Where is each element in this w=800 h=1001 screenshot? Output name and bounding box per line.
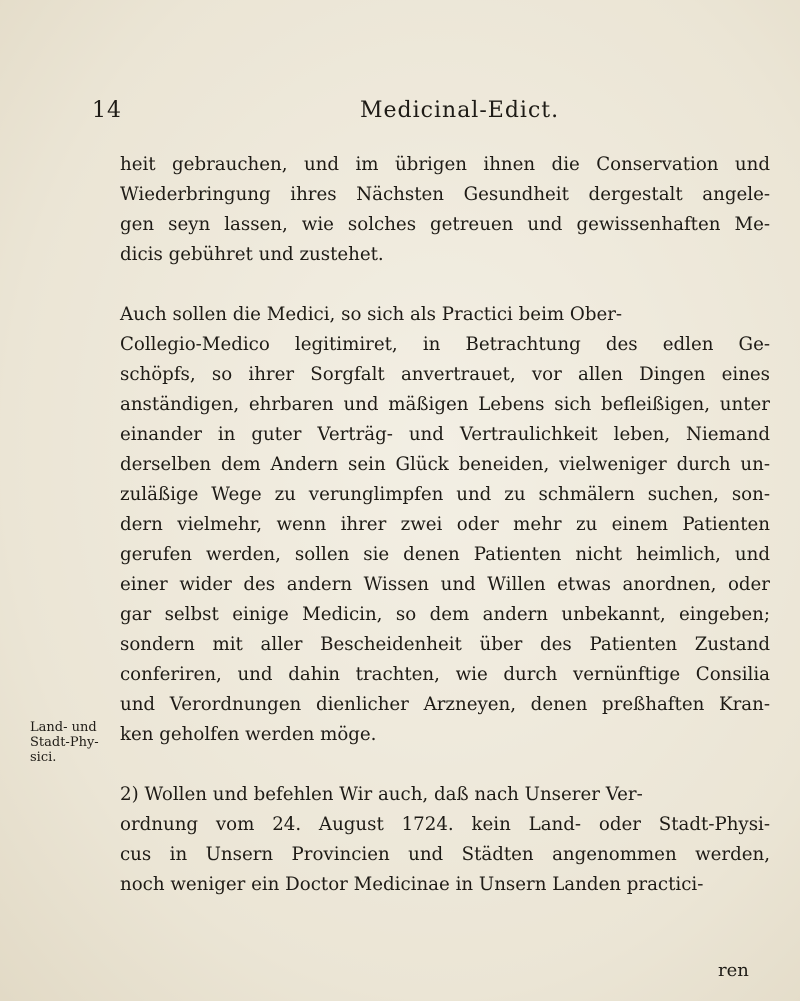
text-line: dicis gebühret und zustehet. [120,244,384,265]
text-line: und Verordnungen dienlicher Arzneyen, denen preßhaften Kran- [120,694,770,715]
body-text [120,150,770,900]
text-line: schöpfs, so ihrer Sorgfalt anvertrauet, vor allen Dingen eines [120,364,770,385]
margin-note-line: Stadt-Phy- [30,735,99,750]
text-line: dern vielmehr, wenn ihrer zwei oder mehr zu einem Patienten [120,514,770,535]
text-line: Auch sollen die Medici, so sich als Practici beim Ober- [120,304,623,325]
text-line: einer wider des andern Wissen und Willen etwas anordnen, oder [120,574,770,595]
text-line: heit gebrauchen, und im übrigen ihnen die Conservation und [120,154,770,175]
text-line: conferiren, und dahin trachten, wie durch vernünftige Consilia [120,664,770,685]
margin-note [30,720,115,765]
page-header [0,98,800,138]
text-line: derselben dem Andern sein Glück beneiden, vielweniger durch un- [120,454,770,475]
running-title: Medicinal-Edict. [360,98,560,123]
text-line: gar selbst einige Medicin, so dem andern unbekannt, eingeben; [120,604,770,625]
text-line: ken geholfen werden möge. [120,724,377,745]
text-line: Wiederbringung ihres Nächsten Gesundheit dergestalt angele- [120,184,770,205]
text-line: sondern mit aller Bescheidenheit über des Patienten Zustand [120,634,770,655]
paragraph [120,300,770,750]
text-line: noch weniger ein Doctor Medicinae in Unsern Landen practici- [120,874,704,895]
paragraph [120,150,770,270]
page-number: 14 [92,98,122,123]
text-line: zuläßige Wege zu verunglimpfen und zu schmälern suchen, son- [120,484,770,505]
text-line: 2) Wollen und befehlen Wir auch, daß nach Unserer Ver- [120,784,643,805]
margin-note-line: Land- und [30,720,97,735]
text-line: gen seyn lassen, wie solches getreuen und gewissenhaften Me- [120,214,770,235]
margin-note-line: sici. [30,750,57,765]
text-line: cus in Unsern Provincien und Städten angenommen werden, [120,844,770,865]
catchword: ren [718,960,749,981]
text-line: Collegio-Medico legitimiret, in Betrachtung des edlen Ge- [120,334,770,355]
text-line: ordnung vom 24. August 1724. kein Land- oder Stadt-Physi- [120,814,770,835]
text-line: gerufen werden, sollen sie denen Patienten nicht heimlich, und [120,544,770,565]
text-line: einander in guter Verträg- und Vertraulichkeit leben, Niemand [120,424,770,445]
text-line: anständigen, ehrbaren und mäßigen Lebens sich befleißigen, unter [120,394,770,415]
paragraph [120,780,770,900]
